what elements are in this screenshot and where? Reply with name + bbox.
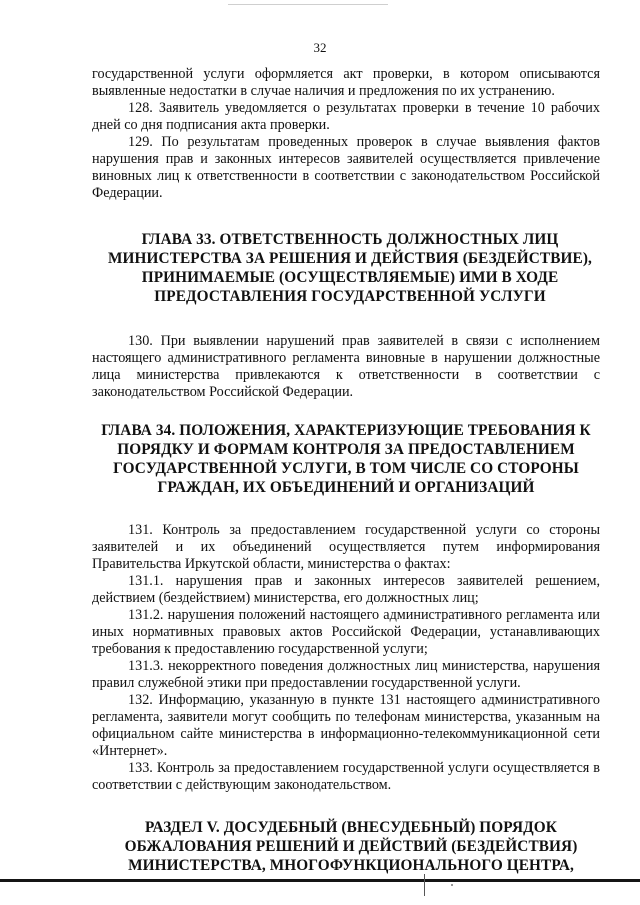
paragraphs-chapter-33 bbox=[92, 333, 600, 401]
paragraph-130: 130. При выявлении нарушений прав заявителей в связи с исполнением настоящего административного регламента виновные в нарушении должностные лица министерства привлекаются к ответственности в соответствии с законодательством Российской Федерации. bbox=[92, 333, 600, 400]
paragraphs-top bbox=[92, 66, 600, 202]
document-body bbox=[92, 66, 600, 875]
page-bottom-edge bbox=[0, 879, 640, 882]
paragraph-133: 133. Контроль за предоставлением государственной услуги осуществляется в соответствии с действующим законодательством. bbox=[92, 760, 600, 793]
section-5-heading: РАЗДЕЛ V. ДОСУДЕБНЫЙ (ВНЕСУДЕБНЫЙ) ПОРЯДОК ОБЖАЛОВАНИЯ РЕШЕНИЙ И ДЕЙСТВИЙ (БЕЗДЕЙСТВИЯ) МИНИСТЕРСТВА, МНОГОФУНКЦИОНАЛЬНОГО ЦЕНТРА, bbox=[124, 819, 578, 874]
paragraph-131-1: 131.1. нарушения прав и законных интересов заявителей решением, действием (бездействием) министерства, его должностных лиц; bbox=[92, 573, 600, 606]
scan-top-artifact bbox=[228, 4, 388, 5]
paragraph-131-2: 131.2. нарушения положений настоящего административного регламента или иных нормативных правовых актов Российской Федерации, устанавливающих требования к предоставлению государственной услуги; bbox=[92, 607, 600, 657]
paragraph: государственной услуги оформляется акт проверки, в котором описываются выявленные недостатки в случае наличия и предложения по их устранению. bbox=[92, 66, 600, 99]
paragraph-129: 129. По результатам проведенных проверок в случае выявления фактов нарушения прав и законных интересов заявителей осуществляется привлечение виновных лиц к ответственности в соответствии с законодательством Российской Федерации. bbox=[92, 134, 600, 201]
paragraph-131-3: 131.3. некорректного поведения должностных лиц министерства, нарушения правил служебной этики при предоставлении государственной услуги. bbox=[92, 658, 600, 691]
paragraph-128: 128. Заявитель уведомляется о результатах проверки в течение 10 рабочих дней со дня подписания акта проверки. bbox=[92, 100, 600, 133]
paragraphs-chapter-34 bbox=[92, 522, 600, 794]
scan-dot bbox=[451, 884, 453, 886]
chapter-34-heading: ГЛАВА 34. ПОЛОЖЕНИЯ, ХАРАКТЕРИЗУЮЩИЕ ТРЕБОВАНИЯ К ПОРЯДКУ И ФОРМАМ КОНТРОЛЯ ЗА ПРЕДОСТАВЛЕНИЕМ ГОСУДАРСТВЕННОЙ УСЛУГИ, В ТОМ ЧИСЛЕ СО СТОРОНЫ ГРАЖДАН, ИХ ОБЪЕДИНЕНИЙ И ОРГАНИЗАЦИЙ bbox=[101, 422, 591, 496]
scan-mark bbox=[424, 874, 425, 896]
page-number: 32 bbox=[313, 40, 327, 55]
paragraph-131: 131. Контроль за предоставлением государственной услуги со стороны заявителей и их объединений осуществляется путем информирования Правительства Иркутской области, министерства о фактах: bbox=[92, 522, 600, 572]
chapter-33-heading: ГЛАВА 33. ОТВЕТСТВЕННОСТЬ ДОЛЖНОСТНЫХ ЛИЦ МИНИСТЕРСТВА ЗА РЕШЕНИЯ И ДЕЙСТВИЯ (БЕЗДЕЙСТВИЕ), ПРИНИМАЕМЫЕ (ОСУЩЕСТВЛЯЕМЫЕ) ИМИ В ХОДЕ ПРЕДОСТАВЛЕНИЯ ГОСУДАРСТВЕННОЙ УСЛУГИ bbox=[108, 231, 592, 305]
paragraph-132: 132. Информацию, указанную в пункте 131 настоящего административного регламента, заявители могут сообщить по телефонам министерства, указанным на официальном сайте министерства в информационно-телекоммуникационной сети «Интернет». bbox=[92, 692, 600, 759]
